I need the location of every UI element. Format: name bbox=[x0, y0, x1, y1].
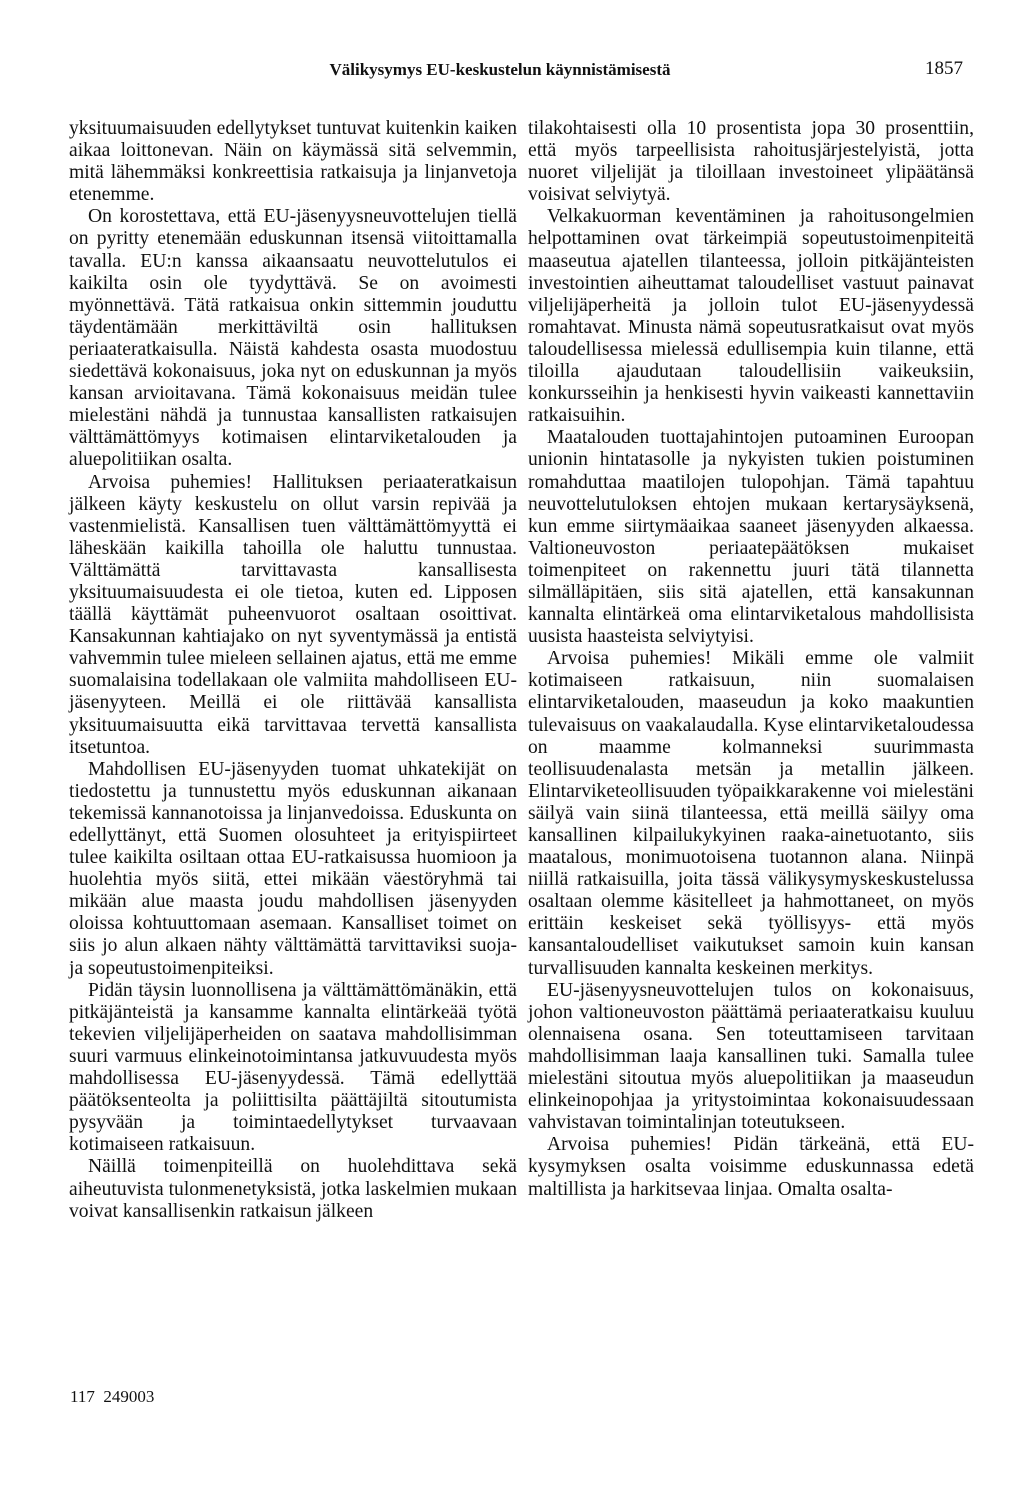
paragraph: EU-jäsenyysneuvottelujen tulos on kokonaisuus, johon valtioneuvoston päättämä periaateratkaisu kuuluu olennaisena osana. Sen toteuttamiseen tarvitaan mahdollisimman laaja kansallinen tuki. Samalla tulee mielestäni sitoutua myös aluepolitiikan ja maaseudun elinkeinopohjaa ja yritystoimintaa kokonaisuudessaan vahvistavan toimintalinjan toteutukseen. bbox=[528, 979, 974, 1134]
paragraph: On korostettava, että EU-jäsenyysneuvottelujen tiellä on pyritty etenemään eduskunnan itsensä viitoittamalla tavalla. EU:n kanssa aikaansaatu neuvottelutulos ei kaikilta osin ole tyydyttävä. Se on avoimesti myönnettävä. Tätä ratkaisua onkin sittemmin jouduttu täydentämään merkittäviltä osin hallituksen periaateratkaisulla. Näistä kahdesta osasta muodostuu siedettävä kokonaisuus, joka nyt on eduskunnan ja myös kansan arvioitavana. Tämä kokonaisuus meidän tulee mielestäni nähdä ja tunnustaa kansallisten ratkaisujen välttämättömyys kotimaisen elintarviketalouden ja aluepolitiikan osalta. bbox=[69, 206, 517, 471]
paragraph: Pidän täysin luonnollisena ja välttämättömänäkin, että pitkäjänteistä ja kansamme kannalta elintärkeää työtä tekevien viljelijäperheiden on saatava mahdollisimman suuri varmuus elinkeinotoimintansa jatkuvuudesta myös mahdollisessa EU-jäsenyydessä. Tämä edellyttää päätöksenteolta ja poliittisilta päättäjiltä sitoutumista pysyvään ja toimintaedellytykset turvaavaan kotimaiseen ratkaisuun. bbox=[69, 979, 517, 1156]
paragraph: Arvoisa puhemies! Hallituksen periaateratkaisun jälkeen käyty keskustelu on ollut varsin repivää ja vastenmielistä. Kansallisen tuen välttämättömyyttä ei läheskään kaikilla tahoilla ole haluttu tunnustaa. Välttämättä tarvittavasta kansallisesta yksituumaisuudesta ei ole tietoa, kuten ed. Lipposen täällä käyttämät puheenvuorot osaltaan osoittivat. Kansakunnan kahtiajako on nyt syventymässä ja entistä vahvemmin tulee mieleen sellainen ajatus, että me emme suomalaisina todellakaan ole valmiita mahdolliseen EU-jäsenyyteen. Meillä ei ole riittävää kansallista yksituumaisuutta eikä tarvittavaa tervettä kansallista itsetuntoa. bbox=[69, 471, 517, 758]
paragraph: yksituumaisuuden edellytykset tuntuvat kuitenkin kaiken aikaa loittonevan. Näin on käymässä sitä selvemmin, mitä lähemmäksi konkreettisia ratkaisuja ja linjanvetoja etenemme. bbox=[69, 118, 517, 206]
paragraph: Velkakuorman keventäminen ja rahoitusongelmien helpottaminen ovat tärkeimpiä sopeutustoimenpiteitä maaseutua ajatellen tilanteessa, jolloin pitkäjänteisten investointien aiheuttamat taloudelliset vastuut painavat viljelijäperheitä ja jolloin tulot EU-jäsenyydessä romahtavat. Minusta nämä sopeutusratkaisut ovat myös taloudellisessa mielessä edullisempia kuin tilanne, että tiloilla ajaudutaan taloudellisiin vaikeuksiin, konkursseihin ja henkisesti hyvin vaikeasti kannettaviin ratkaisuihin. bbox=[528, 206, 974, 427]
page-number: 1857 bbox=[925, 58, 963, 79]
paragraph: Näillä toimenpiteillä on huolehdittava sekä aiheutuvista tulonmenetyksistä, jotka laskelmien mukaan voivat kansallisenkin ratkaisun jälkeen bbox=[69, 1156, 517, 1222]
paragraph: Maatalouden tuottajahintojen putoaminen Euroopan unionin hintatasolle ja nykyisten tukien poistuminen romahduttaa maatilojen tulopohjan. Tämä tapahtuu neuvottelutuloksen ehtojen mukaan kertarysäyksenä, kun emme siirtymäaikaa saaneet jäsenyyden alkaessa. Valtioneuvoston periaatepäätöksen mukaiset toimenpiteet on rakennettu juuri tätä tilannetta silmälläpitäen, siis sitä ajatellen, että kansakunnan kannalta elintärkeä oma elintarviketalous mahdollisista uusista haasteista selviytyisi. bbox=[528, 427, 974, 648]
right-column bbox=[528, 118, 974, 1201]
paragraph: Arvoisa puhemies! Pidän tärkeänä, että EU-kysymyksen osalta voisimme eduskunnassa edetä maltillista ja harkitsevaa linjaa. Omalta osalta- bbox=[528, 1134, 974, 1200]
paragraph: tilakohtaisesti olla 10 prosentista jopa 30 prosenttiin, että myös tarpeellisista rahoitusjärjestelyistä, jotta nuoret viljelijät ja tiloillaan investoineet ylipäätänsä voisivat selviytyä. bbox=[528, 118, 974, 206]
paragraph: Mahdollisen EU-jäsenyyden tuomat uhkatekijät on tiedostettu ja tunnustettu myös eduskunnan aikanaan tekemissä kannanotoissa ja linjanvedoissa. Eduskunta on edellyttänyt, että Suomen olosuhteet ja erityispiirteet tulee kaikilta osiltaan ottaa EU-ratkaisussa huomioon ja huolehtia myös siitä, ettei mikään väestöryhmä tai mikään alue maasta joudu mahdollisen jäsenyyden oloissa kohtuuttomaan asemaan. Kansalliset toimet on siis jo alun alkaen nähty välttämättä tarvittaviksi suoja- ja sopeutustoimenpiteiksi. bbox=[69, 758, 517, 979]
paragraph: Arvoisa puhemies! Mikäli emme ole valmiit kotimaiseen ratkaisuun, niin suomalaisen elintarviketalouden, maaseudun ja koko maakuntien tulevaisuus on vaakalaudalla. Kyse elintarviketaloudessa on maamme kolmanneksi suurimmasta teollisuudenalasta metsän ja metallin jälkeen. Elintarviketeollisuuden työpaikkarakenne voi mielestäni säilyä vain siinä tilanteessa, että meillä säilyy oma kansallinen kilpailukykyinen raaka-ainetuotanto, siis maatalous, monimuotoisena tuotannon alana. Niinpä niillä ratkaisuilla, joita tässä välikysymyskeskustelussa osaltaan olemme käsitelleet ja hahmottaneet, on myös erittäin keskeiset sekä työllisyys- että myös kansantaloudelliset vaikutukset samoin kuin kansan turvallisuuden kannalta keskeinen merkitys. bbox=[528, 648, 974, 979]
left-column bbox=[69, 118, 517, 1223]
running-header: Välikysymys EU-keskustelun käynnistämisestä bbox=[329, 60, 671, 79]
print-code: 117 249003 bbox=[70, 1387, 155, 1406]
